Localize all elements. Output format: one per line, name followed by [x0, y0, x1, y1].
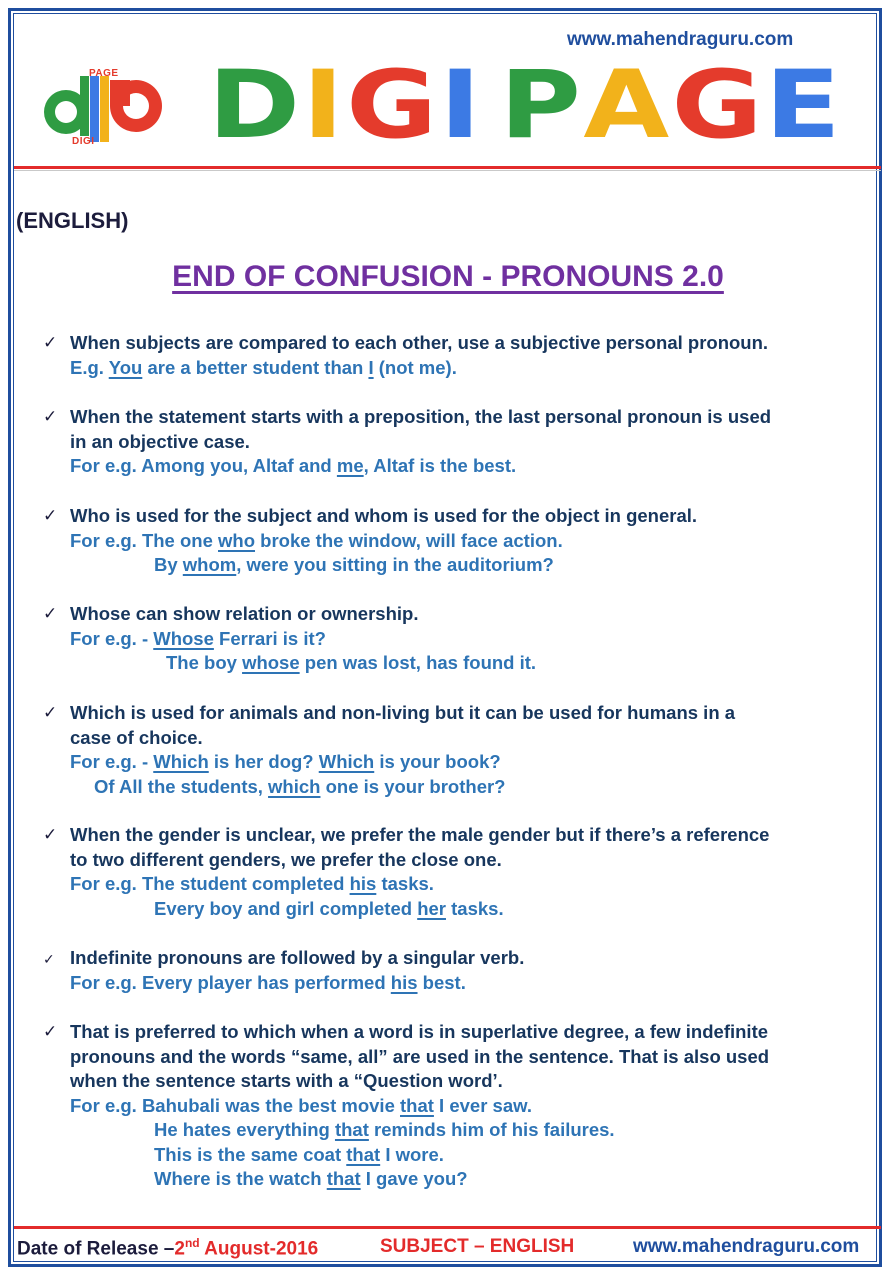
- rule-example: [70, 971, 524, 996]
- checkmark-icon: ✓: [43, 952, 55, 968]
- header-divider-shadow: [14, 170, 881, 171]
- banner-letter: G: [346, 51, 440, 160]
- checkmark-icon: ✓: [43, 407, 58, 427]
- example-text: E.g.: [70, 356, 109, 378]
- underlined-pronoun: that: [334, 1119, 369, 1140]
- header-site-url: www.mahendraguru.com: [567, 29, 794, 50]
- rule-example: [70, 775, 735, 800]
- example-text: is her dog?: [208, 751, 319, 772]
- example-text: For e.g. The one: [70, 529, 219, 551]
- rule-example: [70, 553, 697, 578]
- rule-item: [43, 1020, 770, 1192]
- rule-text: pronouns and the words “same, all” are used in the sentence. That is also used: [70, 1045, 770, 1067]
- page-title: END OF CONFUSION - PRONOUNS 2.0: [172, 260, 724, 293]
- underlined-pronoun: Which: [153, 751, 209, 772]
- underlined-pronoun: Whose: [153, 627, 214, 649]
- release-day: 2: [174, 1238, 185, 1260]
- example-text: , Altaf is the best.: [363, 455, 517, 476]
- underlined-pronoun: I: [368, 356, 374, 378]
- checkmark-icon: ✓: [43, 825, 58, 845]
- underlined-pronoun: that: [400, 1094, 434, 1116]
- rule-text: When subjects are compared to each other, use a subjective personal pronoun.: [70, 332, 769, 353]
- rule-text: case of choice.: [70, 726, 203, 748]
- banner-letter: I: [302, 51, 347, 160]
- release-date: [17, 1236, 318, 1260]
- rule-item: [43, 602, 537, 676]
- rule-text: When the statement starts with a preposition, the last personal pronoun is used: [70, 406, 772, 427]
- example-text: For e.g. -: [70, 751, 154, 772]
- rule-example: [70, 356, 768, 381]
- checkmark-icon: ✓: [43, 1022, 58, 1042]
- logo-digi-text: DIGI: [72, 136, 95, 147]
- rule-item: [43, 504, 698, 578]
- rule-text: Whose can show relation or ownership.: [70, 603, 419, 624]
- rule-example: [70, 1094, 769, 1119]
- rule-text: Which is used for animals and non-living but it can be used for humans in a: [70, 702, 736, 723]
- example-text: For e.g. The student completed: [70, 873, 350, 894]
- banner-letter: P: [499, 51, 584, 160]
- example-text: I ever saw.: [433, 1094, 532, 1116]
- example-text: I wore.: [380, 1143, 444, 1165]
- rule-text: to two different genders, we prefer the close one.: [70, 848, 502, 870]
- example-text: tasks.: [445, 897, 504, 919]
- banner-letter: E: [764, 51, 844, 160]
- underlined-pronoun: Which: [318, 751, 375, 772]
- example-text: Every boy and girl completed: [154, 897, 418, 919]
- example-text: is your book?: [374, 751, 501, 772]
- example-text: Of All the students,: [94, 775, 269, 797]
- underlined-pronoun: her: [417, 897, 446, 919]
- checkmark-icon: ✓: [43, 703, 58, 723]
- example-text: For e.g. -: [70, 627, 154, 649]
- release-month-year: August-2016: [199, 1238, 319, 1260]
- rule-text: when the sentence starts with a “Question word’.: [70, 1070, 503, 1091]
- rule-example: [70, 1143, 769, 1168]
- digipage-logo: [40, 68, 170, 148]
- banner-letter: I: [439, 51, 484, 160]
- example-text: This is the same coat: [154, 1143, 347, 1165]
- example-text: Where is the watch: [154, 1168, 327, 1189]
- rule-example: [70, 627, 536, 652]
- example-text: For e.g. Bahubali was the best movie: [70, 1094, 400, 1116]
- underlined-pronoun: that: [346, 1143, 381, 1165]
- rule-example: [70, 651, 536, 676]
- rule-text: When the gender is unclear, we prefer the male gender but if there’s a reference: [70, 824, 770, 845]
- example-text: are a better student than: [142, 356, 369, 378]
- example-text: (not me).: [373, 356, 457, 378]
- banner-letter: [483, 66, 500, 146]
- underlined-pronoun: his: [390, 971, 418, 993]
- example-text: pen was lost, has found it.: [299, 652, 537, 673]
- example-text: By: [154, 554, 183, 575]
- underlined-pronoun: his: [349, 873, 377, 894]
- example-text: I gave you?: [360, 1168, 468, 1189]
- rule-item: [43, 823, 770, 921]
- underlined-pronoun: whose: [242, 652, 300, 673]
- example-text: reminds him of his failures.: [368, 1119, 615, 1140]
- rule-example: [70, 454, 771, 479]
- rule-item: [43, 946, 525, 995]
- footer-site-url: www.mahendraguru.com: [633, 1236, 860, 1257]
- banner-letter: A: [583, 51, 672, 160]
- rule-item: [43, 405, 772, 479]
- checkmark-icon: ✓: [43, 604, 58, 624]
- rule-text: in an objective case.: [70, 430, 250, 452]
- header-divider: [14, 166, 881, 169]
- underlined-pronoun: me: [336, 455, 364, 476]
- rule-example: [70, 897, 769, 922]
- subject-label: (ENGLISH): [16, 208, 129, 233]
- example-text: For e.g. Among you, Altaf and: [70, 455, 337, 476]
- underlined-pronoun: whom: [182, 554, 237, 575]
- example-text: broke the window, will face action.: [255, 529, 563, 551]
- example-text: For e.g. Every player has performed: [70, 971, 391, 993]
- rule-item: [43, 331, 769, 380]
- release-prefix: Date of Release –: [17, 1238, 175, 1260]
- underlined-pronoun: which: [268, 775, 321, 797]
- example-text: tasks.: [376, 873, 434, 894]
- underlined-pronoun: You: [108, 356, 143, 378]
- release-day-suffix: nd: [184, 1236, 200, 1250]
- logo-page-text: PAGE: [89, 68, 119, 79]
- rule-example: [70, 1118, 769, 1143]
- rule-text: That is preferred to which when a word is in superlative degree, a few indefinite: [70, 1021, 769, 1042]
- banner-letter: G: [671, 51, 765, 160]
- footer-divider: [14, 1226, 881, 1229]
- rule-text: Who is used for the subject and whom is used for the object in general.: [70, 505, 698, 526]
- rule-example: [70, 1167, 769, 1192]
- rule-example: [70, 872, 769, 897]
- example-text: one is your brother?: [320, 775, 506, 797]
- footer-subject: SUBJECT – ENGLISH: [380, 1236, 575, 1257]
- rule-example: [70, 529, 697, 554]
- digi-page-banner: [208, 51, 844, 160]
- banner-letter: D: [208, 51, 303, 160]
- example-text: The boy: [166, 652, 243, 673]
- example-text: He hates everything: [154, 1119, 335, 1140]
- rule-item: [43, 701, 736, 799]
- checkmark-icon: ✓: [43, 506, 58, 526]
- underlined-pronoun: that: [326, 1168, 361, 1189]
- example-text: Ferrari is it?: [213, 627, 326, 649]
- dp-logo-icon: [40, 68, 170, 148]
- example-text: , were you sitting in the auditorium?: [236, 554, 554, 575]
- rule-example: [70, 750, 735, 775]
- rule-text: Indefinite pronouns are followed by a singular verb.: [70, 947, 525, 968]
- example-text: best.: [417, 971, 466, 993]
- underlined-pronoun: who: [218, 529, 256, 551]
- checkmark-icon: ✓: [43, 333, 58, 353]
